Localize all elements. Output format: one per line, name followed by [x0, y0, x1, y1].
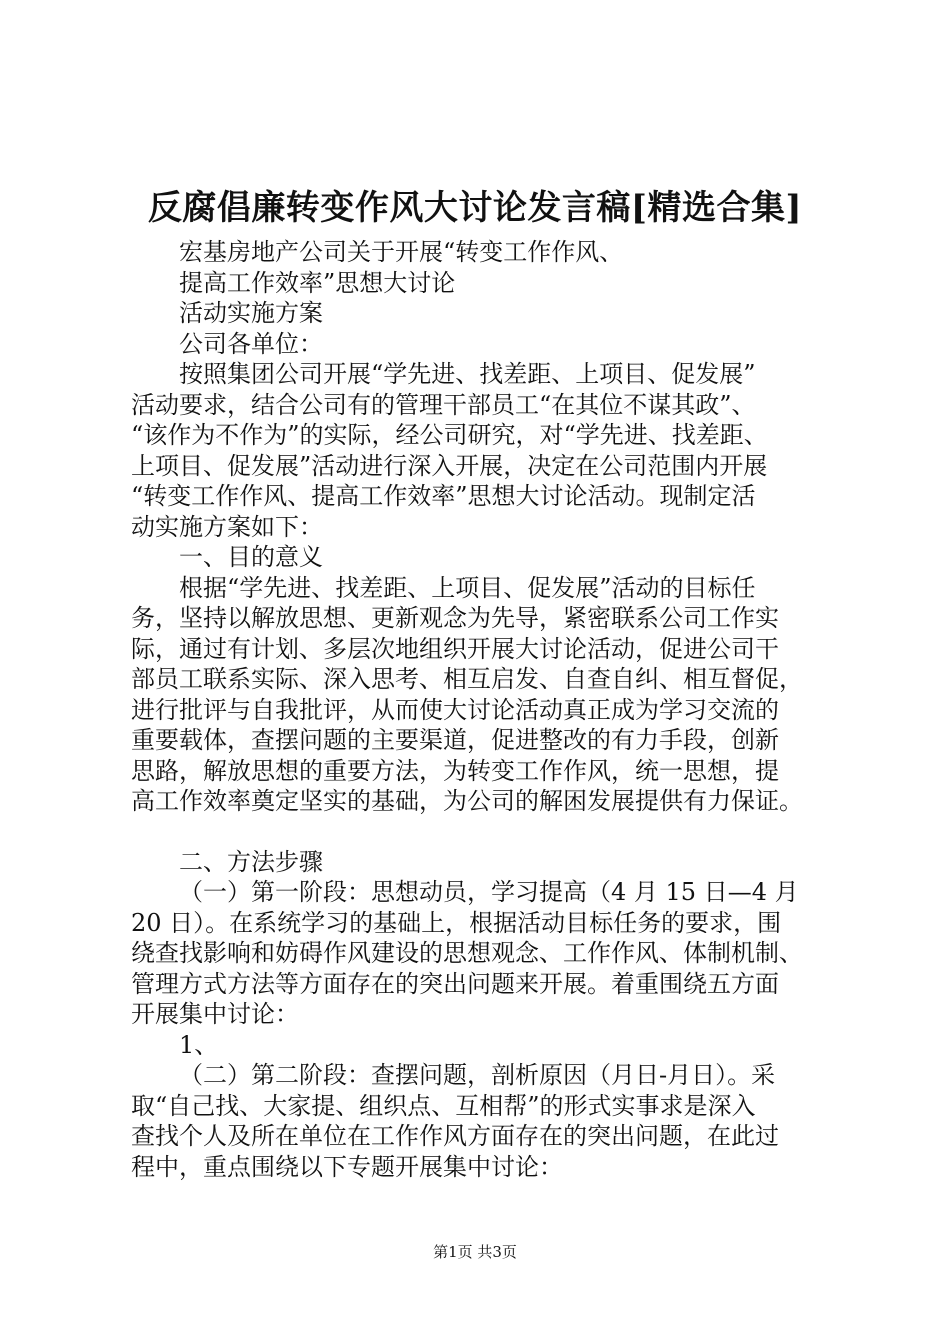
stage1-line: 20 日）。在系统学习的基础上，根据活动目标任务的要求，围	[131, 908, 782, 937]
intro-line: 活动要求，结合公司有的管理干部员工“在其位不谋其政”、	[131, 390, 756, 419]
stage2-line: 取“自己找、大家提、组织点、互相帮”的形式实事求是深入	[131, 1091, 756, 1120]
intro-line: 上项目、促发展”活动进行深入开展，决定在公司范围内开展	[131, 451, 768, 480]
section1-line: 思路，解放思想的重要方法，为转变工作作风，统一思想，提	[131, 756, 779, 785]
section-heading: 一、目的意义	[179, 543, 323, 571]
section1-line: 部员工联系实际、深入思考、相互启发、自查自纠、相互督促，	[131, 665, 803, 693]
list-item-number: 1、	[179, 1030, 219, 1059]
section-heading: 二、方法步骤	[179, 847, 323, 876]
stage1-line: （一）第一阶段：思想动员，学习提高（4 月 15 日—4 月	[179, 878, 799, 906]
section1-line: 根据“学先进、找差距、上项目、促发展”活动的目标任	[179, 573, 756, 602]
stage2-line: （二）第二阶段：查摆问题，剖析原因（月日-月日）。采	[179, 1061, 776, 1089]
paragraph-gap	[131, 817, 841, 847]
stage1-line: 开展集中讨论：	[131, 1000, 299, 1028]
stage1-line: 管理方式方法等方面存在的突出问题来开展。着重围绕五方面	[131, 969, 779, 998]
section1-line: 重要载体，查摆问题的主要渠道，促进整改的有力手段，创新	[131, 726, 779, 754]
salutation: 公司各单位：	[179, 329, 323, 358]
section1-line: 际，通过有计划、多层次地组织开展大讨论活动，促进公司干	[131, 634, 779, 663]
header-line: 提高工作效率”思想大讨论	[179, 268, 456, 297]
header-line: 宏基房地产公司关于开展“转变工作作风、	[179, 238, 624, 266]
page-footer: 第1页 共3页	[433, 1243, 517, 1261]
section1-line: 务，坚持以解放思想、更新观念为先导，紧密联系公司工作实	[131, 604, 779, 632]
intro-line: 按照集团公司开展“学先进、找差距、上项目、促发展”	[179, 360, 756, 388]
document-title: 反腐倡廉转变作风大讨论发言稿[精选合集]	[147, 188, 803, 228]
section1-line: 高工作效率奠定坚实的基础，为公司的解困发展提供有力保证。	[131, 787, 803, 815]
section1-line: 进行批评与自我批评，从而使大讨论活动真正成为学习交流的	[131, 695, 779, 724]
intro-line: 动实施方案如下：	[131, 512, 323, 541]
intro-line: “转变工作作风、提高工作效率”思想大讨论活动。现制定活	[131, 482, 756, 510]
intro-line: “该作为不作为”的实际，经公司研究，对“学先进、找差距、	[131, 421, 768, 449]
document-body	[131, 237, 841, 1182]
stage1-line: 绕查找影响和妨碍作风建设的思想观念、工作作风、体制机制、	[131, 939, 803, 967]
stage2-line: 程中，重点围绕以下专题开展集中讨论：	[131, 1152, 563, 1181]
header-line: 活动实施方案	[179, 299, 323, 327]
stage2-line: 查找个人及所在单位在工作作风方面存在的突出问题，在此过	[131, 1122, 779, 1150]
